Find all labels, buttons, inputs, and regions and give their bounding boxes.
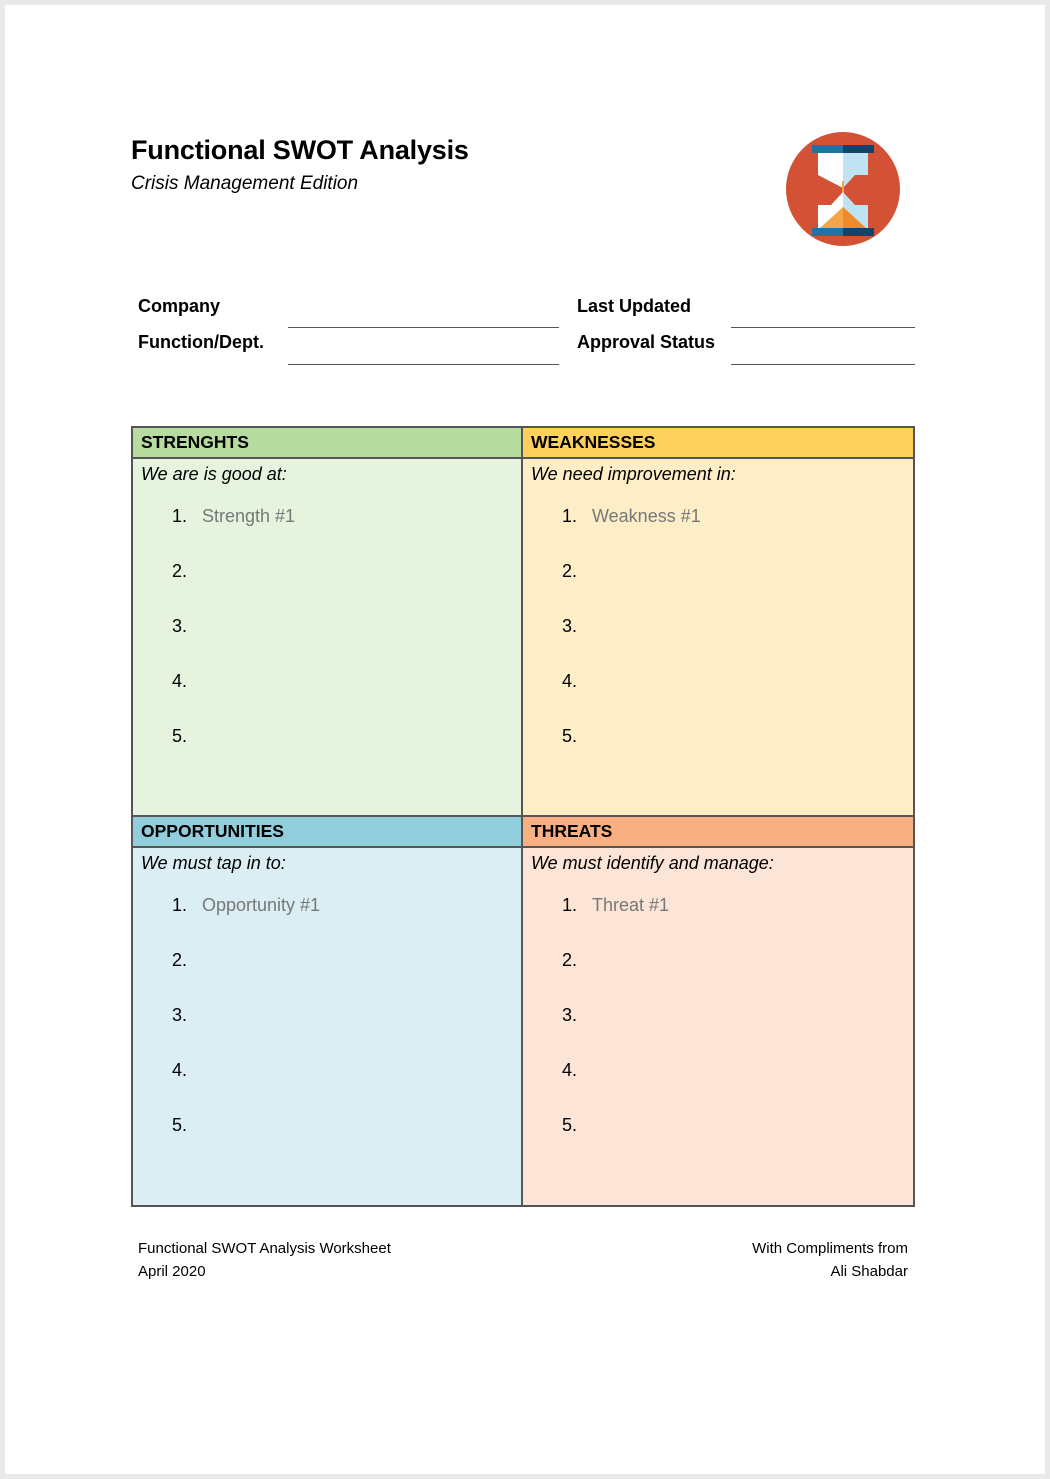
weaknesses-quadrant [523, 428, 913, 817]
swot-grid [131, 426, 915, 1207]
strengths-header: STRENGHTS [133, 428, 521, 459]
list-item[interactable]: 5. [562, 1114, 578, 1135]
company-field[interactable] [288, 327, 559, 328]
opportunities-quadrant [133, 817, 523, 1206]
threats-list [523, 893, 913, 1168]
last-updated-field[interactable] [731, 327, 915, 328]
list-item[interactable]: 3. [172, 616, 188, 636]
strengths-quadrant [133, 428, 523, 817]
document-page [5, 5, 1045, 1474]
list-item[interactable]: 5. [562, 726, 578, 746]
footer-right [752, 1237, 908, 1283]
list-item[interactable]: 5. [172, 1114, 188, 1135]
threats-quadrant [523, 817, 913, 1206]
list-item[interactable]: 4. [172, 671, 188, 691]
list-item[interactable]: 3. [172, 1004, 188, 1025]
list-item[interactable]: 3. [562, 616, 578, 636]
list-item[interactable]: 1. Strength #1 [172, 506, 296, 526]
last-updated-label: Last Updated [577, 296, 692, 316]
function-dept-label: Function/Dept. [138, 332, 264, 352]
list-item[interactable]: 2. [172, 949, 188, 970]
footer-doc-title: Functional SWOT Analysis Worksheet [138, 1240, 391, 1257]
list-item[interactable]: 2. [562, 561, 578, 581]
company-label: Company [138, 296, 221, 316]
opportunities-list [133, 893, 521, 1168]
list-item[interactable]: 1. Opportunity #1 [172, 894, 321, 915]
footer-compliments: With Compliments from [752, 1240, 908, 1257]
weaknesses-header: WEAKNESSES [523, 428, 913, 459]
list-item[interactable]: 2. [562, 949, 578, 970]
opportunities-header: OPPORTUNITIES [133, 817, 521, 848]
footer-date: April 2020 [138, 1263, 206, 1280]
page-title: Functional SWOT Analysis [131, 135, 469, 165]
list-item[interactable]: 2. [172, 561, 188, 581]
list-item[interactable]: 1. Weakness #1 [562, 506, 701, 526]
approval-status-label: Approval Status [577, 332, 716, 352]
function-dept-field[interactable] [288, 364, 559, 365]
strengths-prompt: We are is good at: [141, 464, 287, 484]
strengths-list [133, 504, 521, 779]
list-item[interactable]: 5. [172, 726, 188, 746]
list-item[interactable]: 1. Threat #1 [562, 894, 670, 915]
list-item[interactable]: 4. [562, 1059, 578, 1080]
list-item[interactable]: 3. [562, 1004, 578, 1025]
approval-status-field[interactable] [731, 364, 915, 365]
footer-left [138, 1237, 391, 1283]
footer-author: Ali Shabdar [830, 1263, 908, 1280]
weaknesses-list [523, 504, 913, 779]
list-item[interactable]: 4. [172, 1059, 188, 1080]
list-item[interactable]: 4. [562, 671, 578, 691]
threats-prompt: We must identify and manage: [531, 852, 774, 873]
weaknesses-prompt: We need improvement in: [531, 464, 736, 484]
page-subtitle: Crisis Management Edition [131, 173, 359, 194]
hourglass-icon [785, 131, 901, 247]
opportunities-prompt: We must tap in to: [141, 852, 286, 873]
threats-header: THREATS [523, 817, 913, 848]
